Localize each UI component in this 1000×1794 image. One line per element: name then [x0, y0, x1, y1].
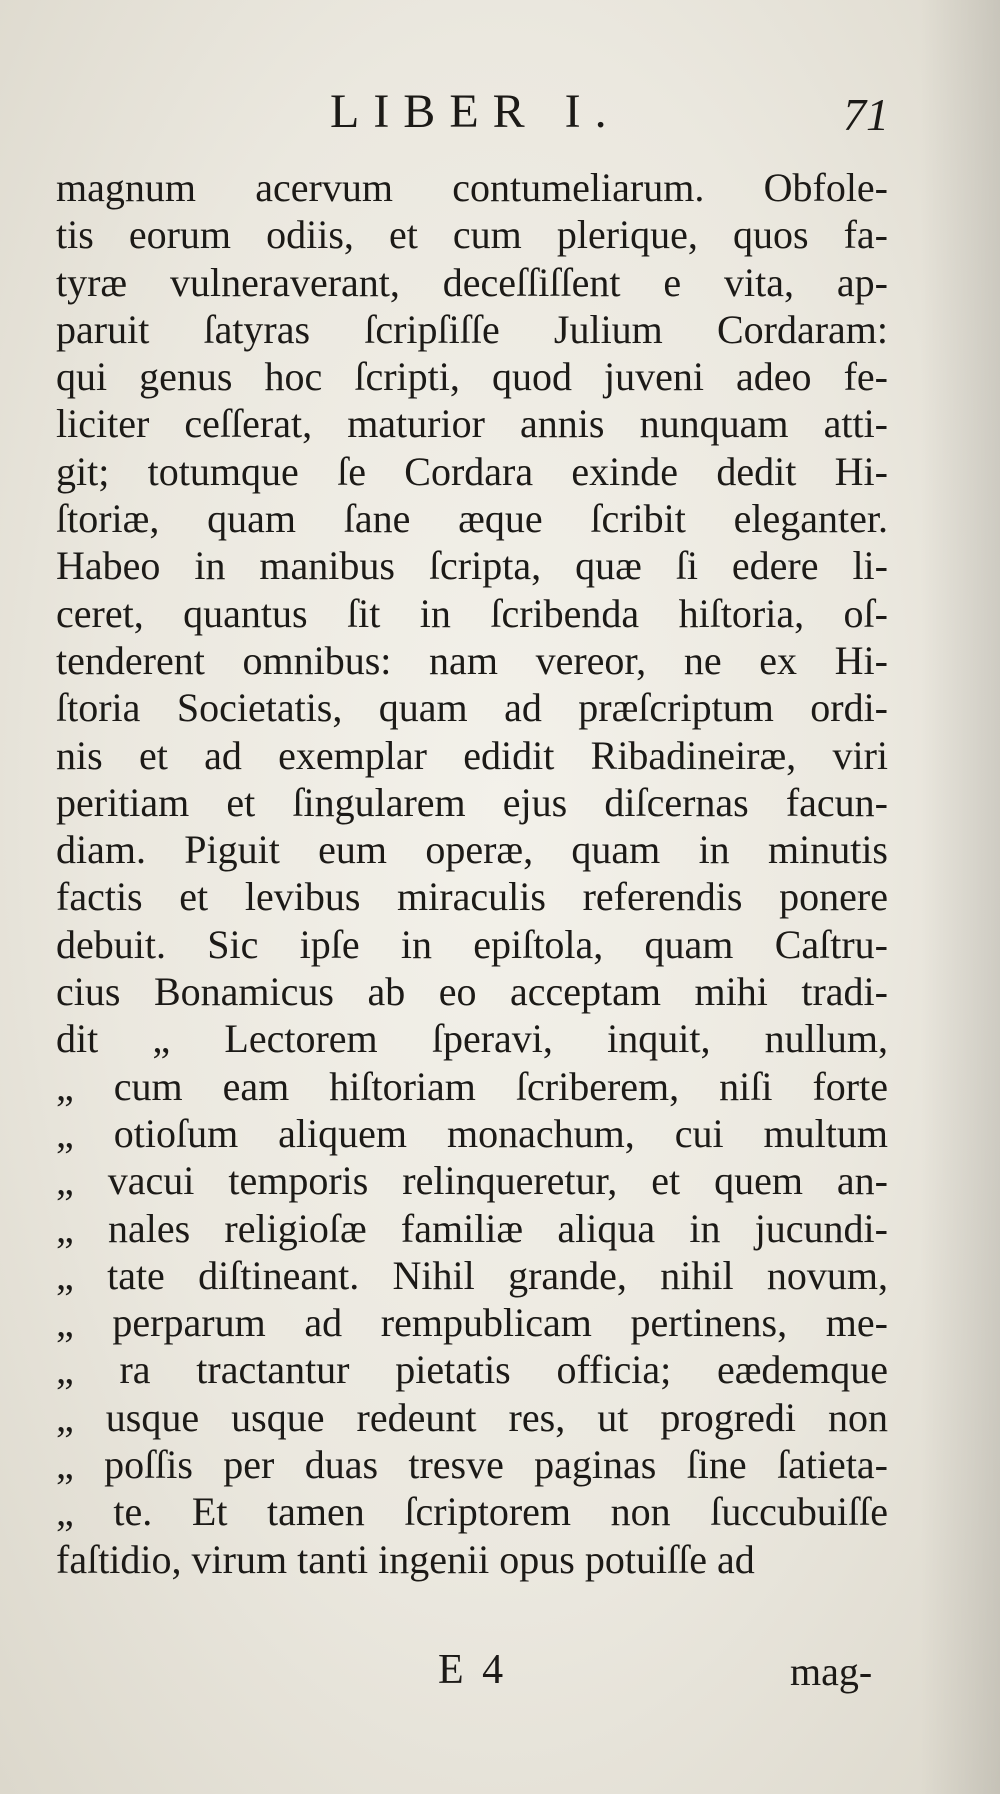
text-line: faſtidio, virum tanti ingenii opus potuiſſe ad	[56, 1536, 755, 1582]
text-line: ſtoriæ, quam ſane æque ſcribit eleganter.	[56, 496, 888, 542]
text-line: liciter ceſſerat, maturior annis nunquam atti-	[56, 401, 888, 447]
text-line: tenderent omnibus: nam vereor, ne ex Hi-	[56, 637, 888, 683]
text-line: „ ra tractantur pietatis officia; eædemque	[56, 1347, 888, 1393]
text-line: magnum acervum contumeliarum. Obfole-	[56, 165, 888, 210]
text-line: debuit. Sic ipſe in epiſtola, quam Caſtru-	[56, 921, 888, 967]
catchword: mag-	[790, 1649, 873, 1694]
text-line: „ poſſis per duas tresve paginas ſine ſatieta-	[56, 1442, 888, 1488]
page-edge-shadow	[920, 0, 1000, 1794]
text-line: tis eorum odiis, et cum plerique, quos fa-	[56, 212, 888, 258]
text-line: cius Bonamicus ab eo acceptam mihi tradi-	[56, 969, 888, 1015]
text-line: „ nales religioſæ familiæ aliqua in jucundi-	[56, 1205, 888, 1251]
text-line: „ vacui temporis relinqueretur, et quem an-	[56, 1158, 888, 1204]
running-head: LIBER I.	[330, 85, 621, 138]
text-line: „ usque usque redeunt res, ut progredi non	[56, 1394, 888, 1440]
text-line: nis et ad exemplar edidit Ribadineiræ, viri	[56, 732, 888, 778]
text-line: Habeo in manibus ſcripta, quæ ſi edere li-	[56, 543, 888, 589]
text-line: „ cum eam hiſtoriam ſcriberem, niſi forte	[56, 1063, 888, 1109]
page-number: 71	[843, 89, 889, 140]
text-line: git; totumque ſe Cordara exinde dedit Hi-	[56, 448, 888, 494]
text-line: diam. Piguit eum operæ, quam in minutis	[56, 827, 888, 873]
body-text	[56, 164, 888, 1583]
text-line: dit „ Lectorem ſperavi, inquit, nullum,	[56, 1016, 888, 1062]
text-line: paruit ſatyras ſcripſiſſe Julium Cordaram:	[56, 306, 888, 352]
text-line: „ perparum ad rempublicam pertinens, me-	[56, 1300, 888, 1346]
text-line: ſtoria Societatis, quam ad præſcriptum ordi-	[56, 685, 888, 731]
signature-mark: E 4	[438, 1647, 508, 1693]
text-line: tyræ vulneraverant, deceſſiſſent e vita, ap-	[56, 259, 888, 305]
text-line: factis et levibus miraculis referendis ponere	[56, 874, 888, 920]
text-line: „ te. Et tamen ſcriptorem non ſuccubuiſſe	[56, 1489, 888, 1535]
text-line: ceret, quantus ſit in ſcribenda hiſtoria, oſ-	[56, 590, 888, 636]
text-line: „ otioſum aliquem monachum, cui multum	[56, 1110, 888, 1156]
text-line: qui genus hoc ſcripti, quod juveni adeo fe-	[56, 354, 888, 400]
text-line: „ tate diſtineant. Nihil grande, nihil novum,	[56, 1252, 888, 1298]
text-line: peritiam et ſingularem ejus diſcernas facun-	[56, 779, 888, 825]
